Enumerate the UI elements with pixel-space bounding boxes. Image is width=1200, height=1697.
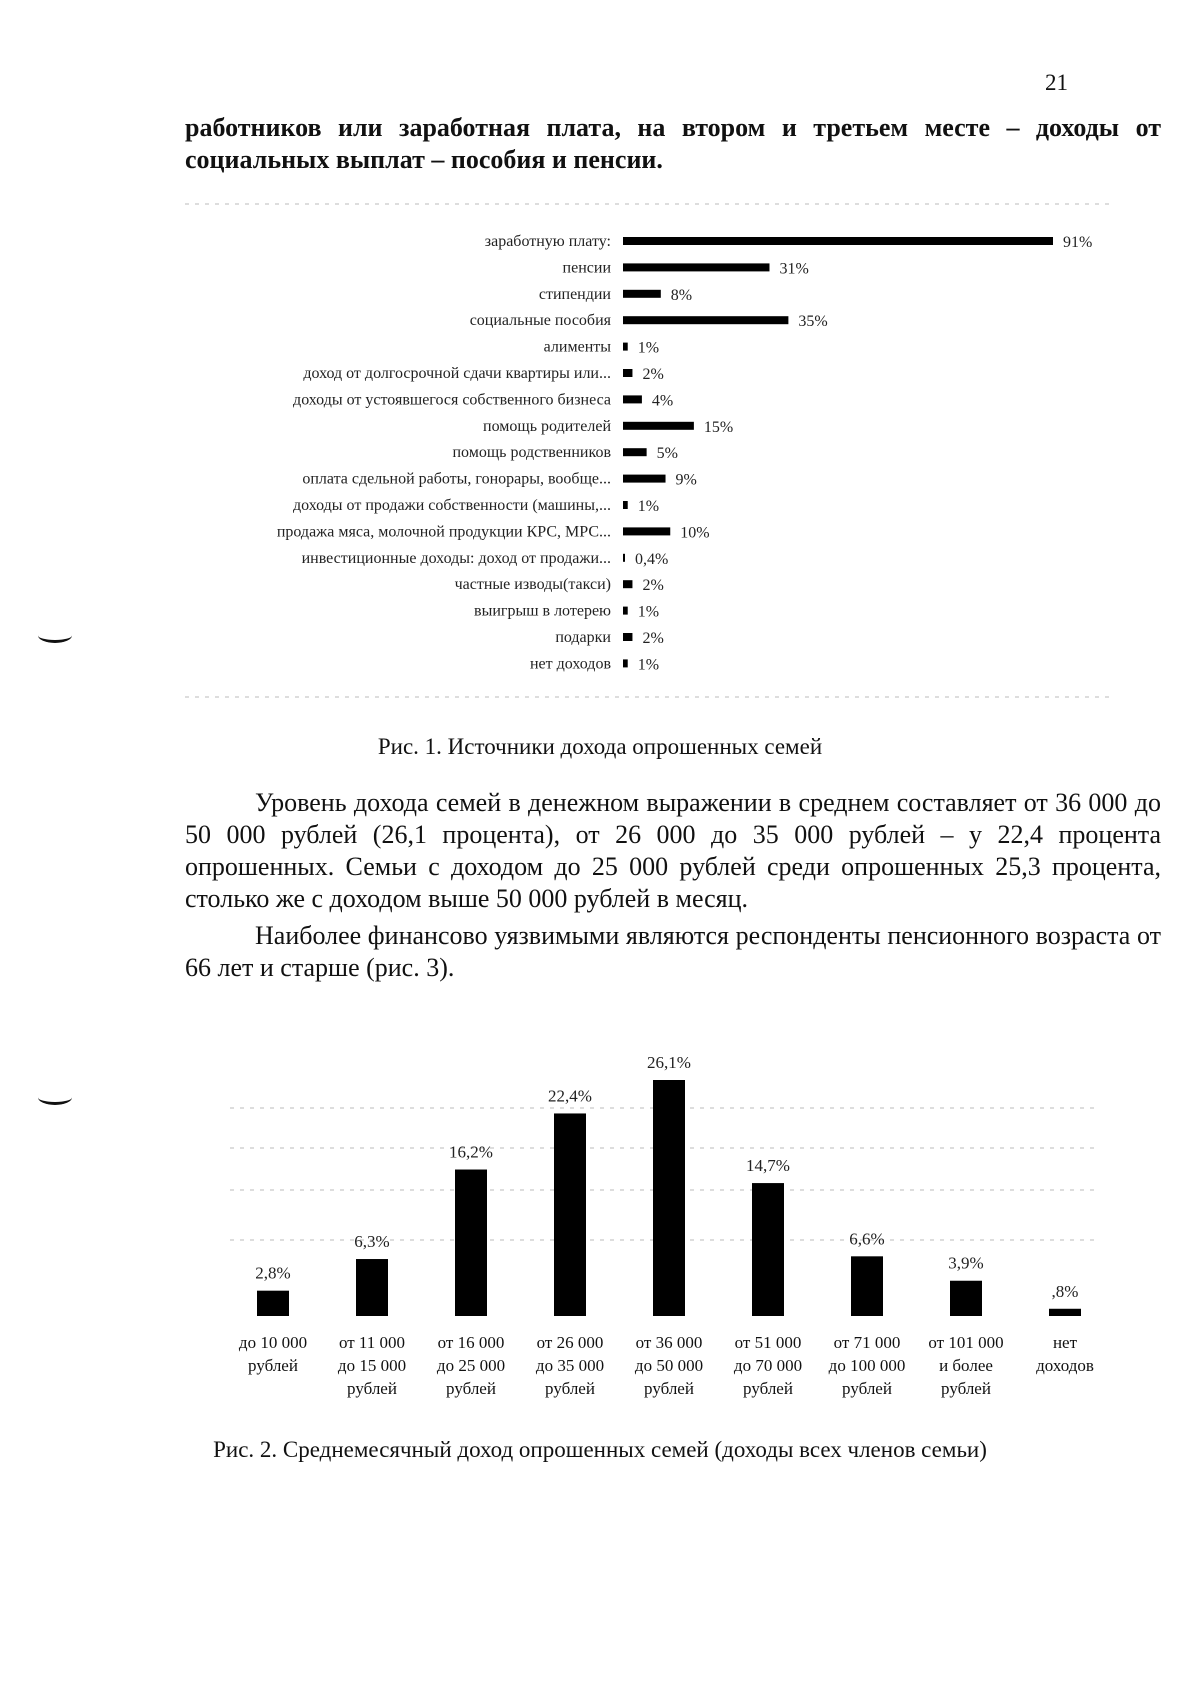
- chart2-bar: [554, 1113, 586, 1316]
- chart2-category-label: от 71 000: [833, 1333, 901, 1352]
- chart1-category-label: продажа мяса, молочной продукции КРС, МРС...: [276, 523, 611, 541]
- chart1-category-label: пенсии: [562, 259, 611, 277]
- scan-mark-upper: [38, 628, 72, 643]
- chart2-category-label: рублей: [248, 1356, 298, 1375]
- chart2-category-label: до 25 000: [436, 1356, 506, 1375]
- chart1-category-label: помощь родственников: [452, 444, 611, 462]
- chart2-value-label: 2,8%: [255, 1263, 291, 1283]
- chart1-category-label: социальные пособия: [469, 312, 611, 330]
- chart1-category-label: доходы от устоявшегося собственного бизнеса: [293, 391, 611, 409]
- chart1-bar: [623, 263, 769, 271]
- chart2-value-label: 6,6%: [849, 1229, 885, 1249]
- chart2-value-label: 14,7%: [746, 1156, 790, 1176]
- chart1-value-label: 4%: [651, 392, 674, 410]
- chart1-value-label: 5%: [656, 445, 678, 463]
- chart1-value-label: 2%: [642, 630, 664, 647]
- chart1-bar: [623, 659, 628, 667]
- chart1-value-label: 2%: [642, 577, 664, 595]
- chart2-category-label: нет: [1052, 1333, 1078, 1352]
- chart2-bar: [1049, 1309, 1081, 1316]
- chart1-bar: [623, 290, 661, 298]
- chart2-category-label: от 26 000: [536, 1333, 604, 1352]
- chart1-category-label: нет доходов: [529, 655, 611, 673]
- chart2-category-label: до 15 000: [337, 1356, 407, 1375]
- chart2-category-label: рублей: [743, 1379, 793, 1398]
- monthly-income-chart: [0, 1010, 1200, 1430]
- chart1-category-label: доходы от продажи собственности (машины,...: [292, 497, 611, 514]
- chart1-value-label: 1%: [637, 603, 660, 621]
- chart1-category-label: алименты: [543, 338, 611, 356]
- chart1-bar: [623, 527, 670, 535]
- chart2-category-label: от 16 000: [437, 1333, 505, 1352]
- scan-mark-lower: [38, 1090, 72, 1105]
- chart1-value-label: 2%: [642, 366, 664, 383]
- chart2-category-label: от 11 000: [338, 1333, 406, 1352]
- chart2-value-label: 6,3%: [354, 1232, 390, 1252]
- chart2-category-label: доходов: [1036, 1356, 1094, 1375]
- figure-2-caption: Рис. 2. Среднемесячный доход опрошенных семей (доходы всех членов семьи): [213, 1437, 987, 1462]
- chart1-value-label: 0,4%: [635, 550, 669, 568]
- chart1-bar: [623, 343, 628, 351]
- chart2-category-label: рублей: [941, 1379, 991, 1398]
- paragraph-top: работников или заработная плата, на втором и третьем месте – доходы от социальных выплат – пособия и пенсии.: [185, 113, 1161, 174]
- chart2-bar: [653, 1080, 685, 1316]
- chart1-bar: [623, 448, 647, 456]
- chart1-category-label: доход от долгосрочной сдачи квартиры или...: [303, 365, 611, 382]
- chart2-category-label: до 35 000: [535, 1356, 605, 1375]
- chart2-category-label: и более: [939, 1356, 993, 1375]
- chart1-category-label: помощь родителей: [483, 417, 611, 435]
- chart1-value-label: 31%: [779, 260, 809, 278]
- chart2-value-label: 16,2%: [449, 1142, 493, 1162]
- chart1-category-label: частные изводы(такси): [454, 576, 611, 594]
- figure-1-caption: Рис. 1. Источники дохода опрошенных семей: [377, 734, 823, 759]
- chart1-category-label: выигрыш в лотерею: [474, 602, 611, 620]
- chart1-category-label: инвестиционные доходы: доход от продажи...: [301, 549, 611, 567]
- chart1-value-label: 1%: [637, 656, 660, 674]
- chart1-value-label: 35%: [798, 313, 828, 331]
- chart1-value-label: 9%: [675, 471, 697, 489]
- chart1-category-label: подарки: [555, 629, 611, 646]
- chart1-bar: [623, 369, 632, 377]
- page-number: 21: [1045, 70, 1068, 95]
- chart2-category-label: от 101 000: [928, 1333, 1004, 1352]
- chart2-category-label: до 70 000: [733, 1356, 803, 1375]
- chart1-value-label: 1%: [637, 498, 660, 515]
- chart1-category-label: заработную плату:: [484, 233, 611, 250]
- chart2-category-label: рублей: [446, 1379, 496, 1398]
- chart1-bar: [623, 554, 625, 562]
- chart2-category-label: рублей: [644, 1379, 694, 1398]
- chart2-bar: [356, 1259, 388, 1316]
- chart2-bar: [455, 1170, 487, 1316]
- chart1-bar: [623, 633, 632, 641]
- chart2-category-label: до 100 000: [828, 1356, 906, 1375]
- chart2-category-label: рублей: [842, 1379, 892, 1398]
- chart2-category-label: рублей: [545, 1379, 595, 1398]
- chart2-category-label: от 51 000: [734, 1333, 802, 1352]
- chart1-category-label: оплата сдельной работы, гонорары, вообще...: [302, 470, 611, 488]
- chart2-category-label: от 36 000: [635, 1333, 703, 1352]
- chart1-bar: [623, 580, 632, 588]
- chart2-category-label: рублей: [347, 1379, 397, 1398]
- chart2-bar: [851, 1256, 883, 1316]
- chart2-value-label: 3,9%: [948, 1253, 984, 1273]
- chart1-bar: [623, 501, 628, 509]
- chart1-bar: [623, 607, 628, 615]
- chart1-bar: [623, 475, 666, 483]
- chart2-category-label: до 50 000: [634, 1356, 704, 1375]
- chart1-value-label: 8%: [670, 286, 693, 304]
- chart1-value-label: 15%: [703, 418, 734, 436]
- chart2-bar: [950, 1281, 982, 1316]
- chart2-category-label: до 10 000: [238, 1333, 308, 1352]
- chart1-bar: [623, 237, 1053, 245]
- chart2-value-label: 22,4%: [548, 1086, 592, 1106]
- chart1-bar: [623, 395, 642, 403]
- income-sources-chart: [0, 200, 1200, 720]
- chart1-value-label: 91%: [1063, 234, 1093, 251]
- chart1-bar: [623, 316, 788, 324]
- chart2-bar: [257, 1291, 289, 1316]
- chart2-value-label: 26,1%: [647, 1053, 691, 1072]
- chart2-bar: [752, 1183, 784, 1316]
- chart1-value-label: 1%: [637, 339, 660, 357]
- chart2-value-label: ,8%: [1051, 1281, 1079, 1301]
- paragraph-income-level: Уровень дохода семей в денежном выражении в среднем составляет от 36 000 до 50 000 рублей (26,1 процента), от 26 000 до 35 000 рублей – у 22,4 процента опрошенных. Семьи с доходом до 25 000 рублей среди опрошенных 25,3 процента, столько же с доходом выше 50 000 рублей в месяц.: [185, 788, 1161, 913]
- chart1-bar: [623, 422, 694, 430]
- chart1-value-label: 10%: [680, 524, 710, 542]
- chart1-category-label: стипендии: [538, 285, 611, 303]
- paragraph-vulnerable: Наиболее финансово уязвимыми являются респонденты пенсионного возраста от 66 лет и старше (рис. 3).: [185, 921, 1161, 982]
